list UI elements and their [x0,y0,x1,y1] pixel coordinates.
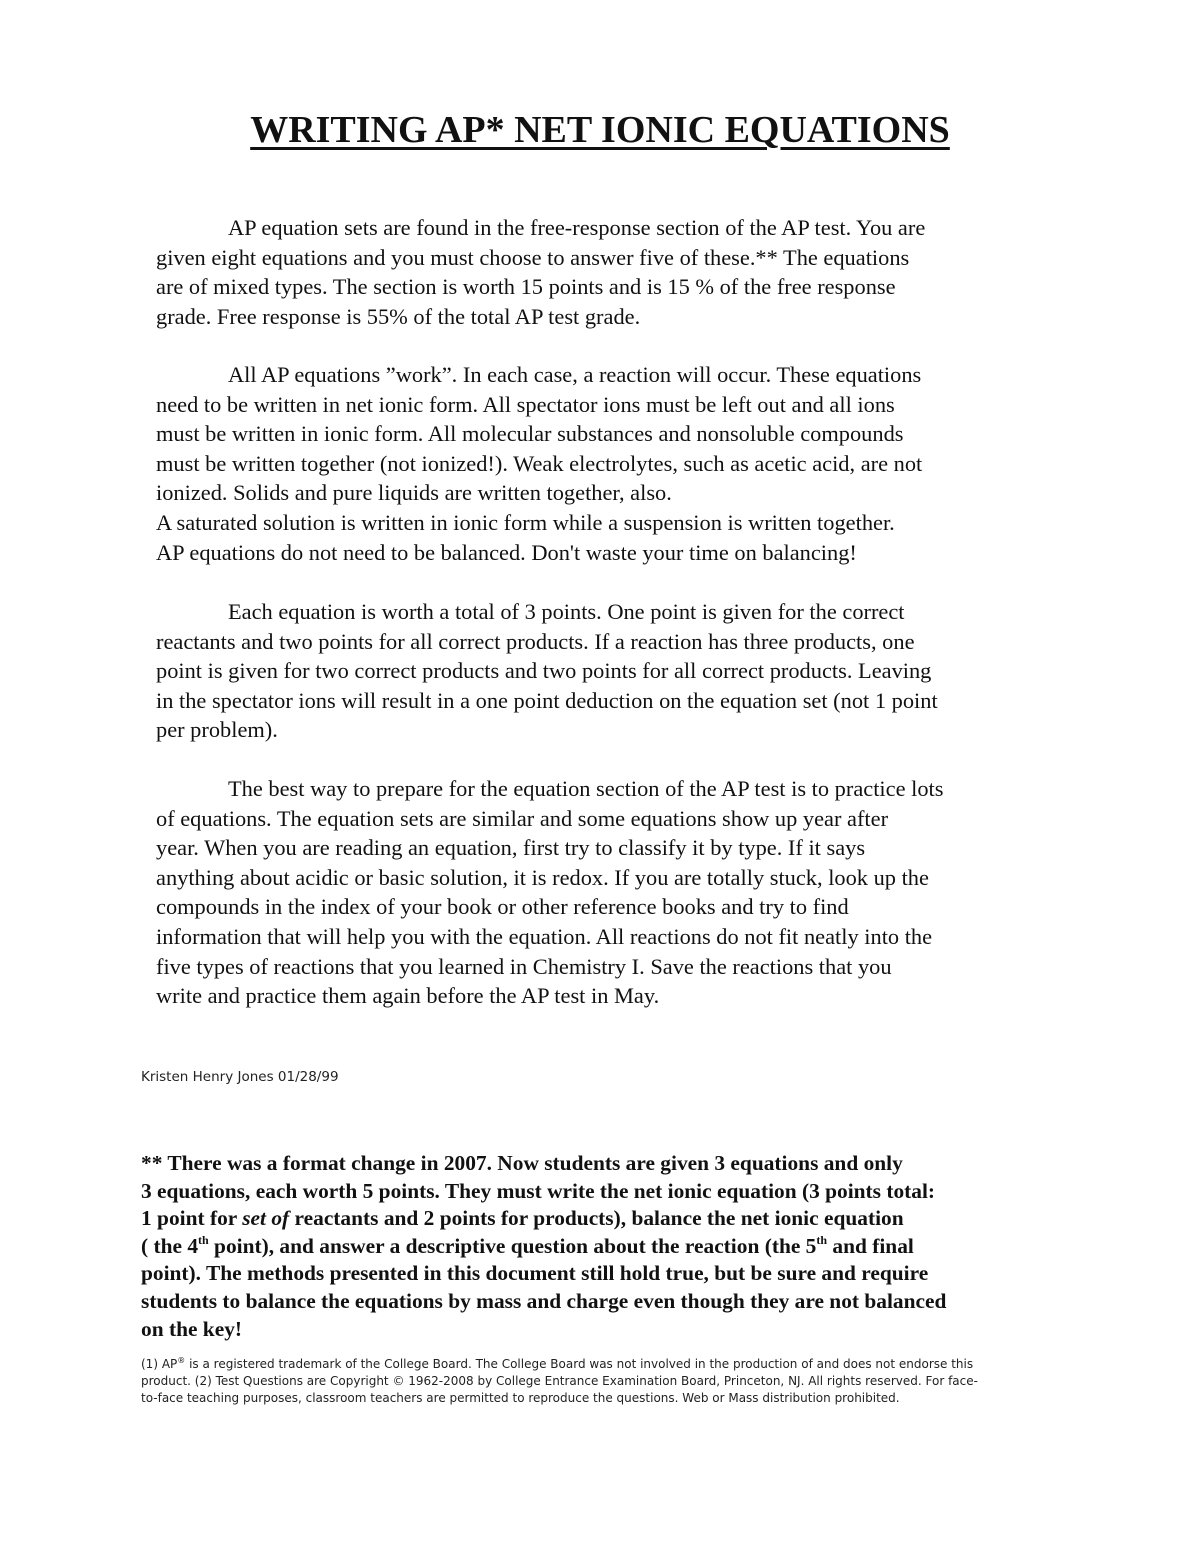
paragraph-line: in the spectator ions will result in a one point deduction on the equation set (not 1 point [156,687,938,713]
paragraph-line: anything about acidic or basic solution, it is redox. If you are totally stuck, look up the [156,864,929,890]
note-line: ** There was a format change in 2007. Now students are given 3 equations and only [141,1151,903,1175]
paragraph-line: A saturated solution is written in ionic form while a suspension is written together. [156,509,895,535]
note-line: 3 equations, each worth 5 points. They must write the net ionic equation (3 points total: [141,1178,936,1203]
paragraph-line: ionized. Solids and pure liquids are written together, also. [156,480,672,506]
paragraph-line: AP equations do not need to be balanced. Don't waste your time on balancing! [156,539,857,565]
paragraph-line: grade. Free response is 55% of the total AP test grade. [156,303,641,329]
paragraph-line: year. When you are reading an equation, first try to classify it by type. If it says [156,835,866,861]
preparation-paragraph [156,774,1056,1011]
note-line: students to balance the equations by mass and charge even though they are not balanced [141,1288,947,1313]
format-change-note [141,1150,1061,1343]
emphasis-text: set of [242,1206,290,1231]
footnote-line: to-face teaching purposes, classroom teachers are permitted to reproduce the questions. Web or Mass distribution prohibited. [141,1391,900,1405]
footnote-line: product. (2) Test Questions are Copyright © 1962-2008 by College Entrance Examination Board, Princeton, NJ. All rights reserved. For face- [141,1374,978,1388]
note-line: 1 point for set of reactants and 2 points for products), balance the net ionic equation [141,1206,904,1231]
note-line: point). The methods presented in this document still hold true, but be sure and require [141,1261,929,1286]
paragraph-line: must be written together (not ionized!). Weak electrolytes, such as acetic acid, are not [156,450,923,476]
registered-mark: ® [177,1356,186,1365]
intro-paragraph [156,213,1056,331]
paragraph-line: AP equation sets are found in the free-response section of the AP test. You are [228,215,926,240]
paragraph-line: The best way to prepare for the equation section of the AP test is to practice lots [228,776,944,801]
scoring-paragraph [156,597,1056,745]
paragraph-line: Each equation is worth a total of 3 points. One point is given for the correct [228,599,905,624]
note-line: on the key! [141,1316,243,1341]
superscript: th [198,1232,209,1247]
paragraph-line: are of mixed types. The section is worth 15 points and is 15 % of the free response [156,274,896,300]
paragraph-line: write and practice them again before the AP test in May. [156,983,660,1009]
paragraph-line: information that will help you with the equation. All reactions do not fit neatly into the [156,923,933,949]
footnote-line: (1) AP® is a registered trademark of the College Board. The College Board was not involved in the production of and does not endorse this [141,1356,974,1371]
copyright-footnote [141,1356,1061,1407]
rules-paragraph [156,360,1056,567]
paragraph-line: five types of reactions that you learned in Chemistry I. Save the reactions that you [156,953,892,979]
paragraph-line: must be written in ionic form. All molecular substances and nonsoluble compounds [156,421,904,447]
note-line: ( the 4th point), and answer a descriptive question about the reaction (the 5th and final [141,1232,914,1258]
author-signature: Kristen Henry Jones 01/28/99 [141,1069,339,1085]
paragraph-line: reactants and two points for all correct products. If a reaction has three products, one [156,628,915,654]
page-title: WRITING AP* NET IONIC EQUATIONS [250,109,950,151]
paragraph-line: need to be written in net ionic form. All spectator ions must be left out and all ions [156,391,895,417]
paragraph-line: given eight equations and you must choose to answer five of these.** The equations [156,244,910,270]
paragraph-line: compounds in the index of your book or other reference books and try to find [156,894,849,920]
paragraph-line: All AP equations ”work”. In each case, a reaction will occur. These equations [228,362,922,387]
paragraph-line: per problem). [156,717,278,743]
paragraph-line: of equations. The equation sets are similar and some equations show up year after [156,805,889,831]
superscript: th [816,1232,828,1247]
paragraph-line: point is given for two correct products and two points for all correct products. Leaving [156,658,932,684]
